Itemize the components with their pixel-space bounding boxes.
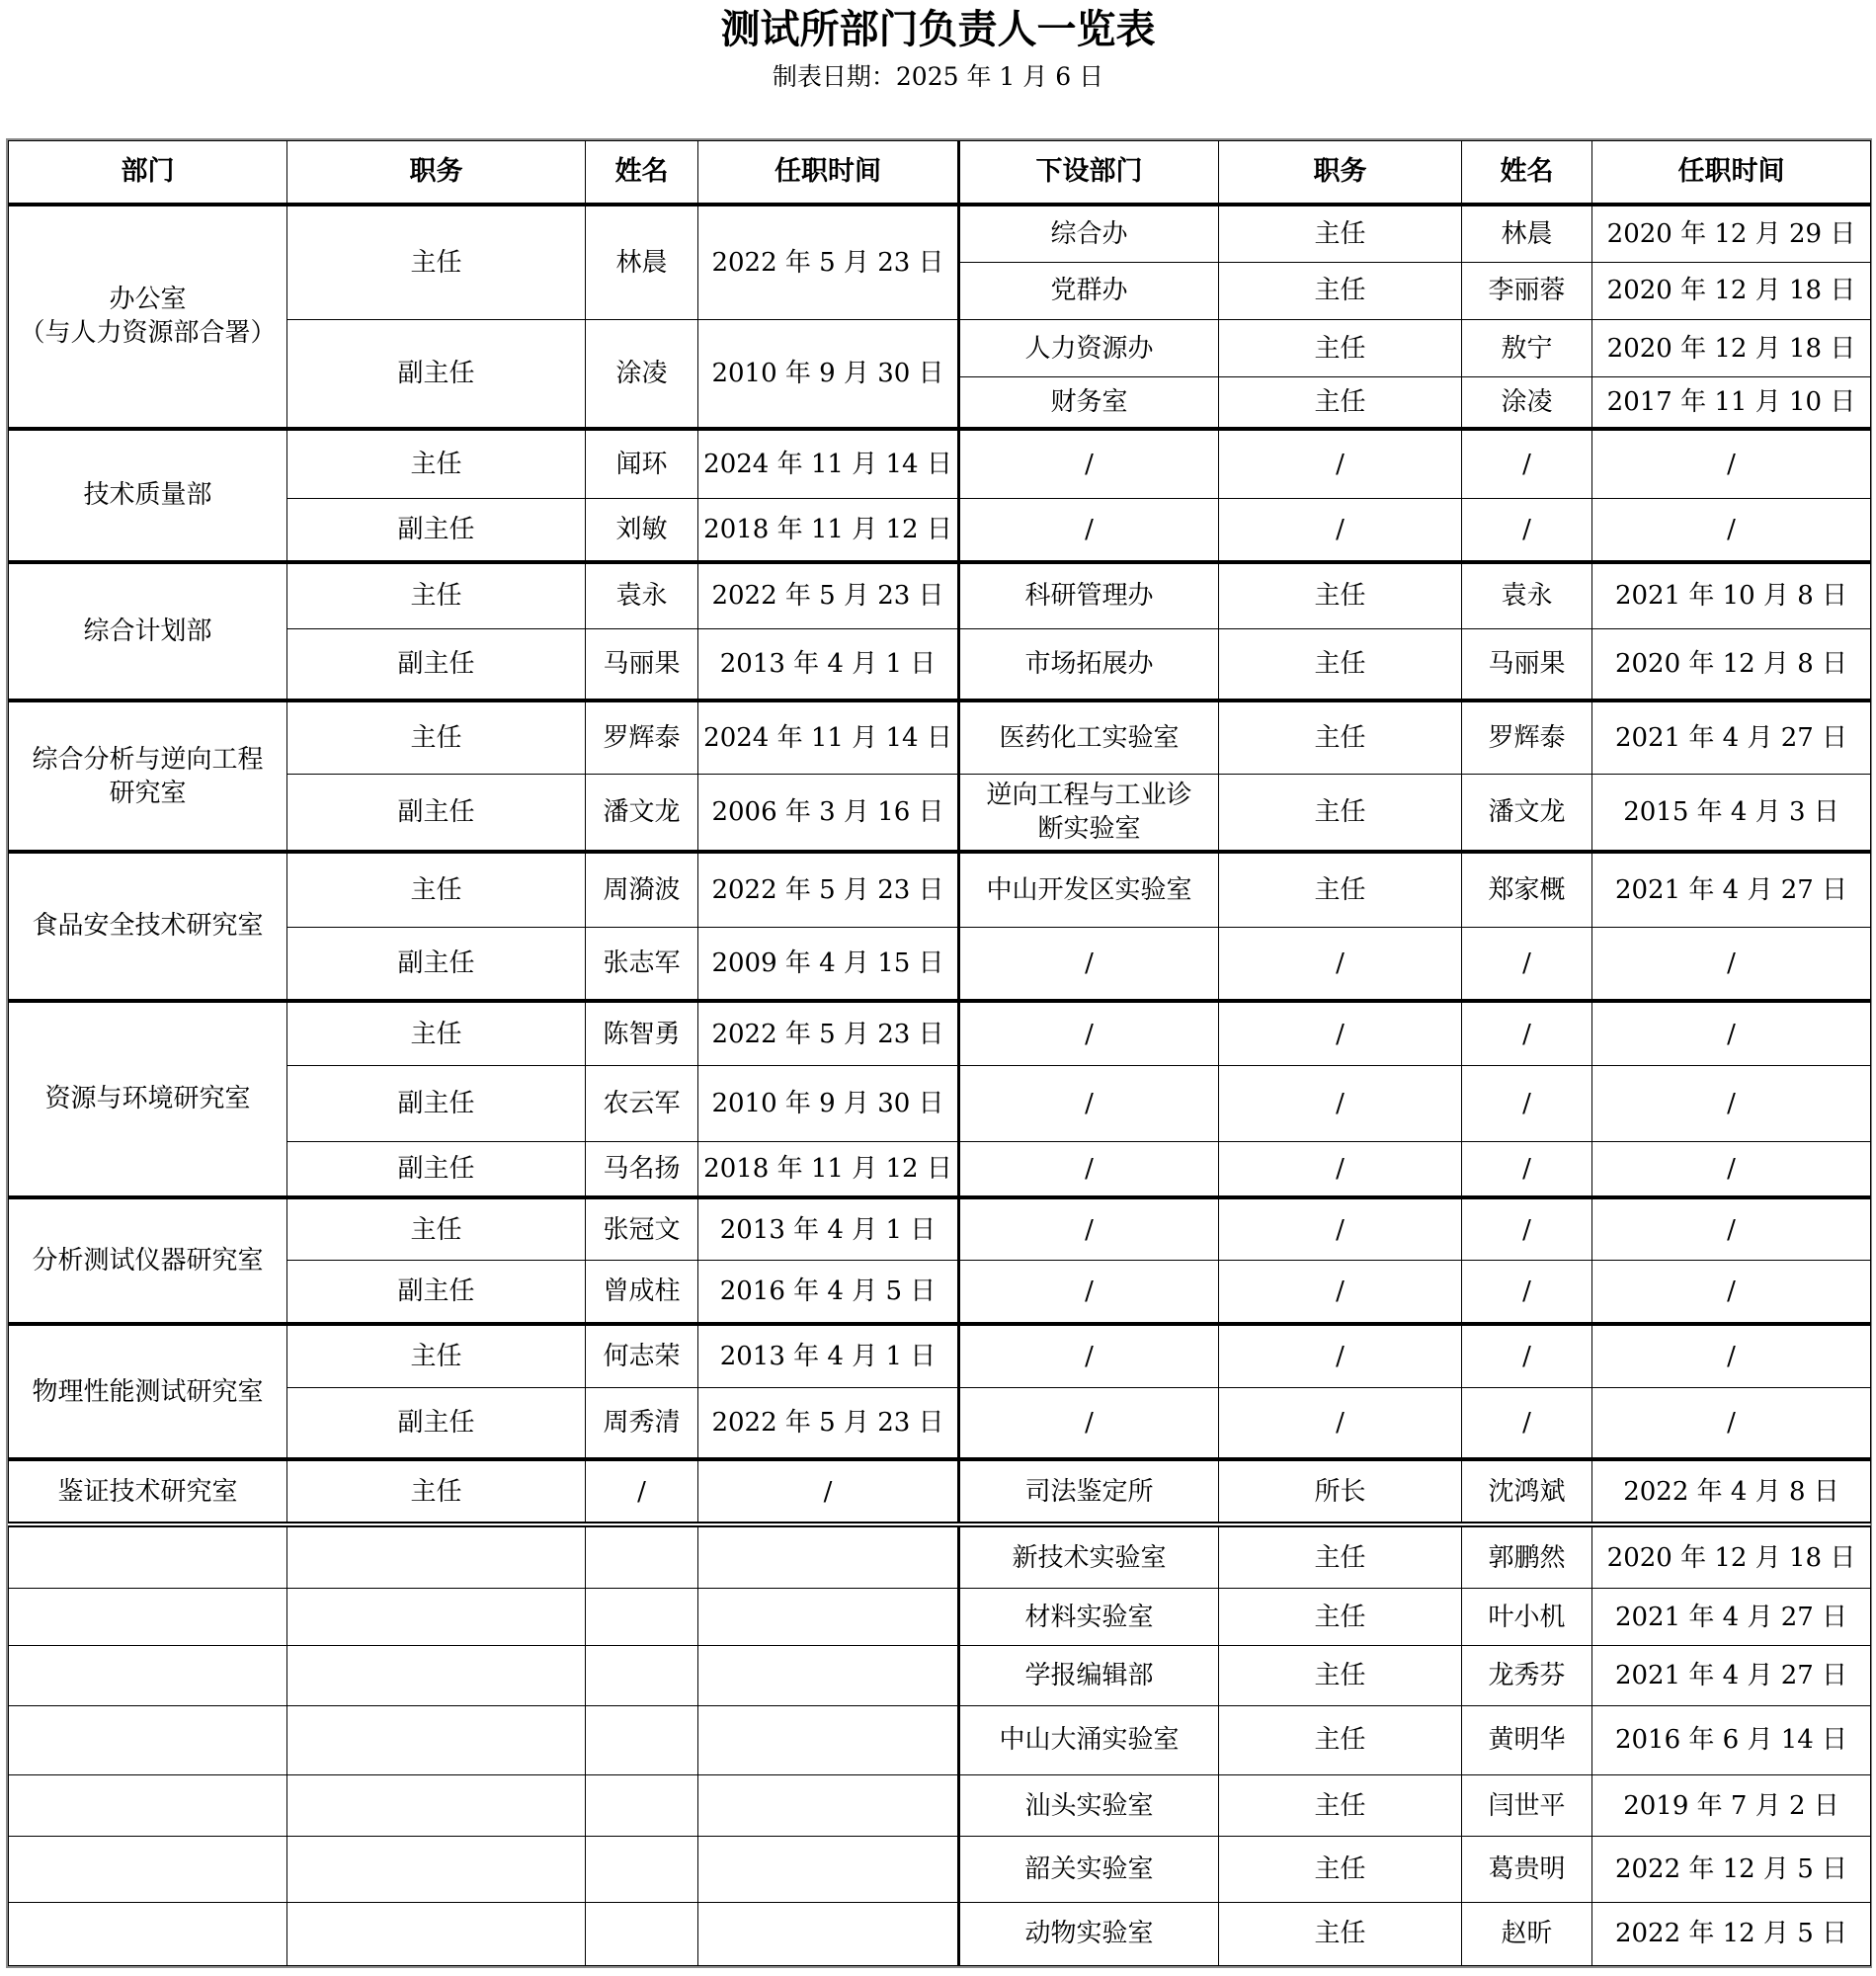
name-cell: / [586,1459,698,1524]
table-row [9,700,1871,774]
sub-term-cell: 2021 年 4 月 27 日 [1592,700,1871,774]
sub-dept-cell: / [959,1066,1219,1141]
sub-position-cell: 主任 [1219,1589,1462,1646]
table-row [9,1524,1871,1588]
sub-term-cell: / [1592,429,1871,498]
sub-name-cell: / [1462,1388,1592,1459]
dept-cell: 分析测试仪器研究室 [9,1197,287,1325]
position-cell: 主任 [287,1001,586,1066]
empty-cell [698,1837,959,1902]
empty-cell [586,1902,698,1965]
table-row [9,1388,1871,1459]
table-row [9,498,1871,561]
sub-name-cell: 龙秀芬 [1462,1646,1592,1705]
term-cell: 2013 年 4 月 1 日 [698,629,959,700]
table-row [9,1705,1871,1774]
sub-position-cell: / [1219,1388,1462,1459]
name-cell: 何志荣 [586,1324,698,1387]
table-row [9,1459,1871,1524]
empty-cell [698,1524,959,1588]
name-cell: 农云军 [586,1066,698,1141]
term-cell: 2018 年 11 月 12 日 [698,498,959,561]
term-cell: 2009 年 4 月 15 日 [698,927,959,1000]
empty-cell [698,1902,959,1965]
sub-dept-cell: / [959,1001,1219,1066]
empty-cell [287,1524,586,1588]
sub-name-cell: / [1462,1066,1592,1141]
term-cell: 2006 年 3 月 16 日 [698,775,959,852]
empty-cell [287,1646,586,1705]
table-row [9,1197,1871,1261]
empty-cell [287,1902,586,1965]
position-cell: 副主任 [287,319,586,429]
sub-dept-cell: 医药化工实验室 [959,700,1219,774]
sub-dept-cell: 财务室 [959,377,1219,429]
table-row [9,1141,1871,1196]
sub-term-cell: / [1592,927,1871,1000]
position-cell: 主任 [287,429,586,498]
sub-position-cell: 主任 [1219,1524,1462,1588]
sub-position-cell: 主任 [1219,377,1462,429]
empty-cell [9,1646,287,1705]
sub-term-cell: / [1592,1141,1871,1196]
empty-cell [9,1902,287,1965]
dept-cell: 物理性能测试研究室 [9,1324,287,1459]
table-row [9,775,1871,852]
sub-name-cell: / [1462,498,1592,561]
sub-position-cell: / [1219,1261,1462,1324]
sub-name-cell: 葛贵明 [1462,1837,1592,1902]
sub-name-cell: / [1462,1001,1592,1066]
name-cell: 周漪波 [586,852,698,927]
table-row [9,1589,1871,1646]
sub-name-cell: 郭鹏然 [1462,1524,1592,1588]
sub-name-cell: 林晨 [1462,205,1592,262]
sub-position-cell: / [1219,1066,1462,1141]
name-cell: 闻环 [586,429,698,498]
table-row [9,852,1871,927]
sub-name-cell: 赵昕 [1462,1902,1592,1965]
position-cell: 副主任 [287,629,586,700]
sub-term-cell: 2021 年 4 月 27 日 [1592,852,1871,927]
position-cell: 副主任 [287,1261,586,1324]
sub-name-cell: / [1462,1141,1592,1196]
sub-term-cell: 2020 年 12 月 18 日 [1592,1524,1871,1588]
sub-position-cell: / [1219,498,1462,561]
term-cell: 2022 年 5 月 23 日 [698,562,959,629]
sub-position-cell: 主任 [1219,1646,1462,1705]
sub-position-cell: 主任 [1219,205,1462,262]
term-cell: 2022 年 5 月 23 日 [698,205,959,320]
term-cell: / [698,1459,959,1524]
header-position: 职务 [287,141,586,205]
empty-cell [698,1705,959,1774]
sub-position-cell: 主任 [1219,1774,1462,1836]
sub-term-cell: 2020 年 12 月 8 日 [1592,629,1871,700]
term-cell: 2022 年 5 月 23 日 [698,1388,959,1459]
sub-name-cell: 敖宁 [1462,319,1592,376]
header-sub-term: 任职时间 [1592,141,1871,205]
sub-position-cell: 主任 [1219,852,1462,927]
term-cell: 2018 年 11 月 12 日 [698,1141,959,1196]
position-cell: 主任 [287,562,586,629]
table-row [9,1324,1871,1387]
name-cell: 涂凌 [586,319,698,429]
sub-term-cell: / [1592,1001,1871,1066]
sub-position-cell: 主任 [1219,262,1462,319]
sub-name-cell: 李丽蓉 [1462,262,1592,319]
table-row [9,562,1871,629]
name-cell: 曾成柱 [586,1261,698,1324]
sub-dept-cell: 汕头实验室 [959,1774,1219,1836]
sub-name-cell: 罗辉泰 [1462,700,1592,774]
header-sub-dept: 下设部门 [959,141,1219,205]
sub-dept-cell: 新技术实验室 [959,1524,1219,1588]
sub-term-cell: 2017 年 11 月 10 日 [1592,377,1871,429]
sub-position-cell: / [1219,1141,1462,1196]
sub-name-cell: / [1462,1324,1592,1387]
sub-name-cell: / [1462,429,1592,498]
position-cell: 副主任 [287,498,586,561]
sub-name-cell: 马丽果 [1462,629,1592,700]
sub-dept-cell: 党群办 [959,262,1219,319]
sub-term-cell: 2021 年 4 月 27 日 [1592,1589,1871,1646]
sub-name-cell: / [1462,927,1592,1000]
empty-cell [586,1705,698,1774]
table-row [9,1837,1871,1902]
term-cell: 2022 年 5 月 23 日 [698,1001,959,1066]
sub-name-cell: 沈鸿斌 [1462,1459,1592,1524]
table-row [9,1261,1871,1324]
name-cell: 罗辉泰 [586,700,698,774]
term-cell: 2013 年 4 月 1 日 [698,1197,959,1261]
name-cell: 刘敏 [586,498,698,561]
sub-term-cell: 2022 年 12 月 5 日 [1592,1902,1871,1965]
sub-term-cell: 2020 年 12 月 18 日 [1592,319,1871,376]
dept-cell: 综合计划部 [9,562,287,701]
sub-position-cell: 主任 [1219,1705,1462,1774]
name-cell: 袁永 [586,562,698,629]
sub-position-cell: 主任 [1219,319,1462,376]
position-cell: 主任 [287,700,586,774]
sub-dept-cell: / [959,1141,1219,1196]
empty-cell [287,1705,586,1774]
header-sub-name: 姓名 [1462,141,1592,205]
sub-dept-cell: 中山大涌实验室 [959,1705,1219,1774]
empty-cell [698,1589,959,1646]
table-row [9,629,1871,700]
sub-dept-cell: / [959,1324,1219,1387]
term-cell: 2010 年 9 月 30 日 [698,319,959,429]
position-cell: 副主任 [287,1066,586,1141]
empty-cell [9,1705,287,1774]
sub-term-cell: 2022 年 4 月 8 日 [1592,1459,1871,1524]
sub-position-cell: / [1219,1197,1462,1261]
empty-cell [586,1774,698,1836]
sub-dept-cell: 材料实验室 [959,1589,1219,1646]
sub-name-cell: / [1462,1197,1592,1261]
sub-dept-cell: / [959,1261,1219,1324]
sub-term-cell: / [1592,1066,1871,1141]
empty-cell [9,1774,287,1836]
sub-term-cell: / [1592,1197,1871,1261]
header-sub-position: 职务 [1219,141,1462,205]
dept-cell: 技术质量部 [9,429,287,562]
sub-dept-cell: / [959,1197,1219,1261]
position-cell: 主任 [287,1459,586,1524]
table-row [9,429,1871,498]
sub-dept-cell: 科研管理办 [959,562,1219,629]
name-cell: 林晨 [586,205,698,320]
empty-cell [287,1837,586,1902]
sub-dept-cell: 中山开发区实验室 [959,852,1219,927]
name-cell: 周秀清 [586,1388,698,1459]
sub-term-cell: 2021 年 10 月 8 日 [1592,562,1871,629]
sub-name-cell: 叶小机 [1462,1589,1592,1646]
sub-dept-cell: 市场拓展办 [959,629,1219,700]
name-cell: 张冠文 [586,1197,698,1261]
position-cell: 副主任 [287,1388,586,1459]
sub-term-cell: 2020 年 12 月 29 日 [1592,205,1871,262]
sub-dept-cell: 学报编辑部 [959,1646,1219,1705]
term-cell: 2016 年 4 月 5 日 [698,1261,959,1324]
sub-dept-cell: 司法鉴定所 [959,1459,1219,1524]
position-cell: 副主任 [287,927,586,1000]
header-name: 姓名 [586,141,698,205]
empty-cell [698,1646,959,1705]
empty-cell [287,1774,586,1836]
table-row [9,1066,1871,1141]
empty-cell [698,1774,959,1836]
sub-dept-cell: 动物实验室 [959,1902,1219,1965]
position-cell: 主任 [287,1197,586,1261]
empty-cell [586,1524,698,1588]
sub-position-cell: 所长 [1219,1459,1462,1524]
sub-term-cell: / [1592,1261,1871,1324]
sub-name-cell: 黄明华 [1462,1705,1592,1774]
table-row [9,1001,1871,1066]
dept-cell: 办公室 （与人力资源部合署） [9,205,287,429]
sub-position-cell: 主任 [1219,1902,1462,1965]
sub-dept-cell: / [959,1388,1219,1459]
date-line: 制表日期：2025 年 1 月 6 日 [772,62,1104,91]
page-title: 测试所部门负责人一览表 [720,6,1156,52]
empty-cell [9,1589,287,1646]
sub-dept-cell: 逆向工程与工业诊 断实验室 [959,775,1219,852]
term-cell: 2024 年 11 月 14 日 [698,700,959,774]
dept-cell: 鉴证技术研究室 [9,1459,287,1524]
sub-term-cell: / [1592,1324,1871,1387]
term-cell: 2010 年 9 月 30 日 [698,1066,959,1141]
sub-term-cell: 2015 年 4 月 3 日 [1592,775,1871,852]
term-cell: 2013 年 4 月 1 日 [698,1324,959,1387]
sub-dept-cell: / [959,498,1219,561]
sub-position-cell: 主任 [1219,1837,1462,1902]
name-cell: 潘文龙 [586,775,698,852]
sub-position-cell: / [1219,1324,1462,1387]
empty-cell [586,1646,698,1705]
name-cell: 张志军 [586,927,698,1000]
sub-term-cell: 2016 年 6 月 14 日 [1592,1705,1871,1774]
sub-dept-cell: 韶关实验室 [959,1837,1219,1902]
sub-term-cell: 2019 年 7 月 2 日 [1592,1774,1871,1836]
sub-term-cell: 2021 年 4 月 27 日 [1592,1646,1871,1705]
table-row [9,319,1871,376]
sub-dept-cell: / [959,429,1219,498]
empty-cell [287,1589,586,1646]
name-cell: 陈智勇 [586,1001,698,1066]
empty-cell [9,1837,287,1902]
sub-dept-cell: / [959,927,1219,1000]
position-cell: 主任 [287,852,586,927]
empty-cell [586,1837,698,1902]
sub-name-cell: 郑家概 [1462,852,1592,927]
position-cell: 副主任 [287,1141,586,1196]
header-dept: 部门 [9,141,287,205]
table-row [9,1774,1871,1836]
sub-position-cell: / [1219,927,1462,1000]
table-row [9,205,1871,262]
sub-position-cell: 主任 [1219,629,1462,700]
position-cell: 主任 [287,1324,586,1387]
sub-name-cell: / [1462,1261,1592,1324]
sub-dept-cell: 人力资源办 [959,319,1219,376]
sub-position-cell: 主任 [1219,562,1462,629]
term-cell: 2024 年 11 月 14 日 [698,429,959,498]
empty-cell [9,1524,287,1588]
leaders-table [8,140,1871,1966]
dept-cell: 食品安全技术研究室 [9,852,287,1001]
empty-cell [586,1589,698,1646]
header-term: 任职时间 [698,141,959,205]
name-cell: 马名扬 [586,1141,698,1196]
sub-position-cell: 主任 [1219,775,1462,852]
sub-name-cell: 潘文龙 [1462,775,1592,852]
term-cell: 2022 年 5 月 23 日 [698,852,959,927]
sub-term-cell: / [1592,1388,1871,1459]
table-row [9,927,1871,1000]
position-cell: 主任 [287,205,586,320]
sub-name-cell: 闫世平 [1462,1774,1592,1836]
sub-position-cell: 主任 [1219,700,1462,774]
position-cell: 副主任 [287,775,586,852]
sub-position-cell: / [1219,429,1462,498]
table-row [9,1902,1871,1965]
sub-name-cell: 袁永 [1462,562,1592,629]
table-row [9,1646,1871,1705]
sub-name-cell: 涂凌 [1462,377,1592,429]
dept-cell: 综合分析与逆向工程 研究室 [9,700,287,852]
sub-term-cell: 2020 年 12 月 18 日 [1592,262,1871,319]
name-cell: 马丽果 [586,629,698,700]
sub-position-cell: / [1219,1001,1462,1066]
sub-term-cell: / [1592,498,1871,561]
sub-term-cell: 2022 年 12 月 5 日 [1592,1837,1871,1902]
sub-dept-cell: 综合办 [959,205,1219,262]
dept-cell: 资源与环境研究室 [9,1001,287,1197]
